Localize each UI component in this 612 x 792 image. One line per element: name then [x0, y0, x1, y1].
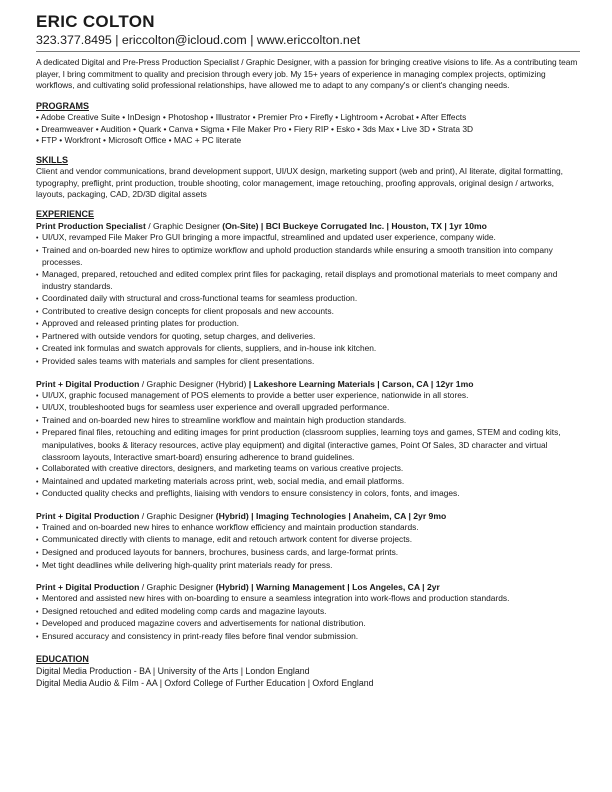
- job-duration: 2yr: [426, 582, 440, 593]
- job-bullet: • Approved and released printing plates for production.: [36, 318, 581, 331]
- education-entry: Digital Media Production - BA | University of the Arts | London England: [36, 665, 310, 676]
- job-bullet: • Managed, prepared, retouched and edited complex print files for packaging, retail displays and promotional materials to meet company and industry standards.: [36, 269, 581, 293]
- education-section: [36, 653, 581, 689]
- experience-section: [36, 208, 581, 644]
- job-mode: (Hybrid): [215, 378, 247, 389]
- job-mode: (On-Site): [222, 221, 259, 231]
- website-link[interactable]: www.ericcolton.net: [256, 33, 361, 47]
- job-bullets: [36, 232, 581, 369]
- job-entry: [36, 581, 581, 643]
- job-company: Imaging Technologies: [255, 510, 347, 521]
- job-bullet: • Conducted quality checks and preflights, liaising with vendors to ensure consistency in colors, fonts, and images.: [36, 488, 581, 501]
- job-bullet: • UI/UX, troubleshooted bugs for seamless user experience and overall upgraded performance.: [36, 402, 581, 415]
- separator: |: [246, 33, 257, 47]
- programs-line: • Adobe Creative Suite • InDesign • Photoshop • Illustrator • Premier Pro • Firefly • Lightroom • Acrobat • After Effects: [36, 112, 467, 123]
- job-bullet: • Developed and produced magazine covers and advertisements for national distribution.: [36, 618, 581, 631]
- job-role: Print + Digital Production: [36, 378, 140, 389]
- section-heading-programs: PROGRAMS: [36, 101, 90, 112]
- job-title-line: Print Production Specialist / Graphic Designer (On-Site) | BCI Buckeye Corrugated Inc. | Houston, TX | 1yr 10mo: [36, 221, 487, 231]
- programs-line: • FTP • Workfront • Microsoft Office • MAC + PC literate: [36, 135, 242, 146]
- job-bullets: [36, 522, 581, 572]
- job-location: Anaheim, CA: [352, 510, 407, 521]
- candidate-name: ERIC COLTON: [36, 12, 155, 31]
- contact-line: [36, 32, 581, 48]
- programs-section: [36, 100, 581, 147]
- job-bullet: • Contributed to creative design concepts for client proposals and new accounts.: [36, 306, 581, 319]
- job-bullet: • Ensured accuracy and consistency in print-ready files before final vendor submission.: [36, 631, 581, 644]
- job-bullet: • Designed and produced layouts for banners, brochures, business cards, and large-format prints.: [36, 547, 581, 560]
- separator: |: [111, 33, 122, 47]
- summary-paragraph: A dedicated Digital and Pre-Press Production Specialist / Graphic Designer, with a passion for bringing creative visions to life. As a contributing team player, I bring commitment to quality and precision through every job. My 15+ years of experience in managing complex projects, optimizing workflows, and cultivating solid professional relationships, have allowed me to adapt to any company's or client's changing needs.: [36, 57, 578, 91]
- job-location: Carson, CA: [382, 378, 429, 389]
- job-bullet: • UI/UX, graphic focused management of POS elements to provide a better user experience, nationwide in all stores.: [36, 390, 581, 403]
- job-role: Print Production Specialist: [36, 221, 146, 231]
- section-heading-experience: EXPERIENCE: [36, 209, 95, 219]
- job-duration: 1yr 10mo: [449, 221, 487, 231]
- job-role-secondary: / Graphic Designer: [145, 221, 223, 231]
- job-bullet: • Trained and on-boarded new hires to streamline workflow and maintain high production standards.: [36, 415, 581, 428]
- job-bullet: • Designed retouched and edited modeling comp cards and magazine layouts.: [36, 606, 581, 619]
- job-company: BCI Buckeye Corrugated Inc.: [265, 221, 385, 231]
- job-company: Warning Management: [255, 582, 345, 593]
- job-title-line: Print + Digital Production / Graphic Designer (Hybrid) | Warning Management | Los Angeles, CA | 2yr: [36, 582, 440, 593]
- job-bullet: • Maintained and updated marketing materials across print, web, social media, and email platforms.: [36, 476, 581, 489]
- phone-number: 323.377.8495: [36, 33, 112, 47]
- programs-line: • Dreamweaver • Audition • Quark • Canva • Sigma • File Maker Pro • Fiery RIP • Esko • 3ds Max • Live 3D • Strata 3D: [36, 123, 474, 134]
- job-bullet: • Mentored and assisted new hires with on-boarding to ensure a seamless integration into work-flows and production standards.: [36, 593, 581, 606]
- job-bullet: • Coordinated daily with structural and cross-functional teams for seamless production.: [36, 293, 581, 306]
- job-bullet: • Prepared final files, retouching and editing images for print production (classroom supplies, learning toys and games, STEM and coding kits, manipulatives, books & literacy resources, active play equipment) and digital (interactive games, Point Of Sales, 3D character and virtual classroom layouts, Interactive smart-board) ensuring adherence to brand guidelines.: [36, 427, 581, 463]
- job-role: Print + Digital Production: [36, 582, 140, 593]
- job-bullet: • Met tight deadlines while delivering high-quality print materials ready for press.: [36, 560, 581, 573]
- job-duration: 2yr 9mo: [413, 510, 447, 521]
- job-bullet: • UI/UX, revamped File Maker Pro GUI bringing a more impactful, streamlined and updated user experience, company wide.: [36, 232, 581, 245]
- job-company: Lakeshore Learning Materials: [253, 378, 375, 389]
- job-mode: (Hybrid): [215, 582, 249, 593]
- job-bullet: • Trained and on-boarded new hires to optimize workflow and uphold production standards while ensuring a smooth transition into company processes.: [36, 245, 581, 269]
- job-bullet: • Created ink formulas and swatch approvals for clients, suppliers, and in-house ink kitchen.: [36, 343, 581, 356]
- job-bullet: • Provided sales teams with materials and samples for client presentations.: [36, 356, 581, 369]
- email-link[interactable]: ericcolton@icloud.com: [121, 33, 247, 47]
- job-bullet: • Communicated directly with clients to manage, edit and retouch artwork content for diverse projects.: [36, 534, 581, 547]
- resume-page: [36, 12, 581, 696]
- job-bullet: • Collaborated with creative directors, designers, and marketing teams on various creative projects.: [36, 463, 581, 476]
- skills-section: [36, 154, 581, 201]
- job-entry: [36, 378, 581, 501]
- skills-text: Client and vendor communications, brand development support, UI/UX design, marketing support (web and print), AI literate, digital formatting, typography, preflight, print production, trouble shooting, color management, image retouching, proofing approvals, original design / artworks, layouts, packaging, CAD, 2D/3D digital assets: [36, 165, 563, 200]
- job-duration: 12yr 1mo: [435, 378, 474, 389]
- job-role-secondary: / Graphic Designer: [139, 510, 216, 521]
- job-location: Houston, TX: [391, 221, 442, 231]
- header-divider: [36, 51, 580, 52]
- job-role: Print + Digital Production: [36, 510, 140, 521]
- job-title-line: Print + Digital Production / Graphic Designer (Hybrid) | Imaging Technologies | Anaheim, CA | 2yr 9mo: [36, 510, 447, 521]
- section-heading-education: EDUCATION: [36, 653, 89, 664]
- job-role-secondary: / Graphic Designer: [139, 582, 216, 593]
- section-heading-skills: SKILLS: [36, 154, 69, 165]
- job-bullets: [36, 593, 581, 643]
- job-title-line: Print + Digital Production / Graphic Designer (Hybrid) | Lakeshore Learning Materials | Carson, CA | 12yr 1mo: [36, 378, 474, 389]
- job-role-secondary: / Graphic Designer: [139, 378, 216, 389]
- job-bullets: [36, 390, 581, 501]
- job-entry: [36, 220, 581, 369]
- job-location: Los Angeles, CA: [352, 582, 420, 593]
- job-bullet: • Partnered with outside vendors for quoting, setup charges, and deliveries.: [36, 331, 581, 344]
- education-entry: Digital Media Audio & Film - AA | Oxford College of Further Education | Oxford England: [36, 677, 374, 688]
- resume-header: [36, 12, 581, 52]
- job-mode: (Hybrid): [215, 510, 249, 521]
- job-entry: [36, 510, 581, 572]
- job-bullet: • Trained and on-boarded new hires to enhance workflow efficiency and maintain production standards.: [36, 522, 581, 535]
